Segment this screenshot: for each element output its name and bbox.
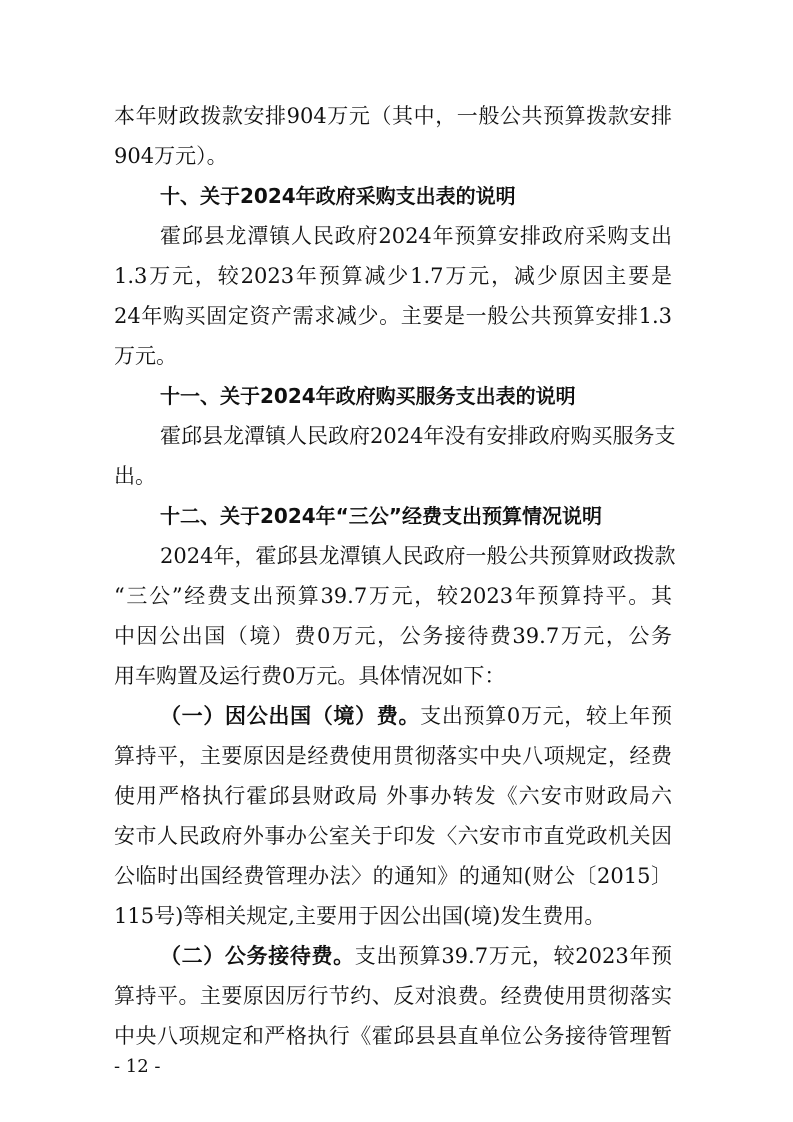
page-number: - 12 - [114, 1056, 161, 1077]
item-1-first-line [0, 696, 672, 736]
text-line: 算持平。主要原因厉行节约、反对浪费。经费使用贯彻落实 [114, 984, 672, 1008]
text-line: 公临时出国经费管理办法〉的通知》的通知(财公〔2015〕 [114, 864, 672, 888]
item-1-first-line-rest: 支出预算0万元，较上年预 [420, 704, 672, 728]
text-line: 使用严格执行霍邱县财政局 外事办转发《六安市财政局六 [114, 784, 672, 808]
text-line: 115号)等相关规定,主要用于因公出国(境)发生费用。 [114, 904, 606, 928]
text-line: 霍邱县龙潭镇人民政府2024年预算安排政府采购支出 [160, 224, 672, 248]
item-1-label: （一）因公出国（境）费。 [160, 704, 421, 728]
item-2-first-line [0, 936, 672, 976]
text-line: 霍邱县龙潭镇人民政府2024年没有安排政府购买服务支 [160, 424, 676, 448]
text-line: 算持平，主要原因是经费使用贯彻落实中央八项规定，经费 [114, 744, 672, 768]
section-12-heading: 十二、关于2024年“三公”经费支出预算情况说明 [160, 504, 602, 528]
section-10-heading: 十、关于2024年政府采购支出表的说明 [160, 184, 516, 208]
section-11-heading: 十一、关于2024年政府购买服务支出表的说明 [160, 384, 576, 408]
text-line: 出。 [114, 464, 156, 488]
item-2-first-line-rest: 支出预算39.7万元，较2023年预 [354, 944, 673, 968]
text-line: 用车购置及运行费0万元。具体情况如下： [114, 664, 506, 688]
text-line: 24年购买固定资产需求减少。主要是一般公共预算安排1.3 [114, 304, 672, 328]
item-2-label: （二）公务接待费。 [160, 944, 355, 968]
text-line: 中因公出国（境）费0万元，公务接待费39.7万元，公务 [114, 624, 672, 648]
text-line: 1.3万元，较2023年预算减少1.7万元，减少原因主要是 [114, 264, 672, 288]
text-line: 安市人民政府外事办公室关于印发〈六安市市直党政机关因 [114, 824, 672, 848]
text-line: 904万元）。 [114, 144, 228, 168]
text-line: 万元。 [114, 344, 177, 368]
text-line: 中央八项规定和严格执行《霍邱县县直单位公务接待管理暂 [114, 1024, 672, 1048]
text-line: “三公”经费支出预算39.7万元，较2023年预算持平。其 [114, 584, 672, 608]
text-line: 本年财政拨款安排904万元（其中，一般公共预算拨款安排 [114, 104, 672, 128]
text-line: 2024年，霍邱县龙潭镇人民政府一般公共预算财政拨款 [160, 544, 676, 568]
